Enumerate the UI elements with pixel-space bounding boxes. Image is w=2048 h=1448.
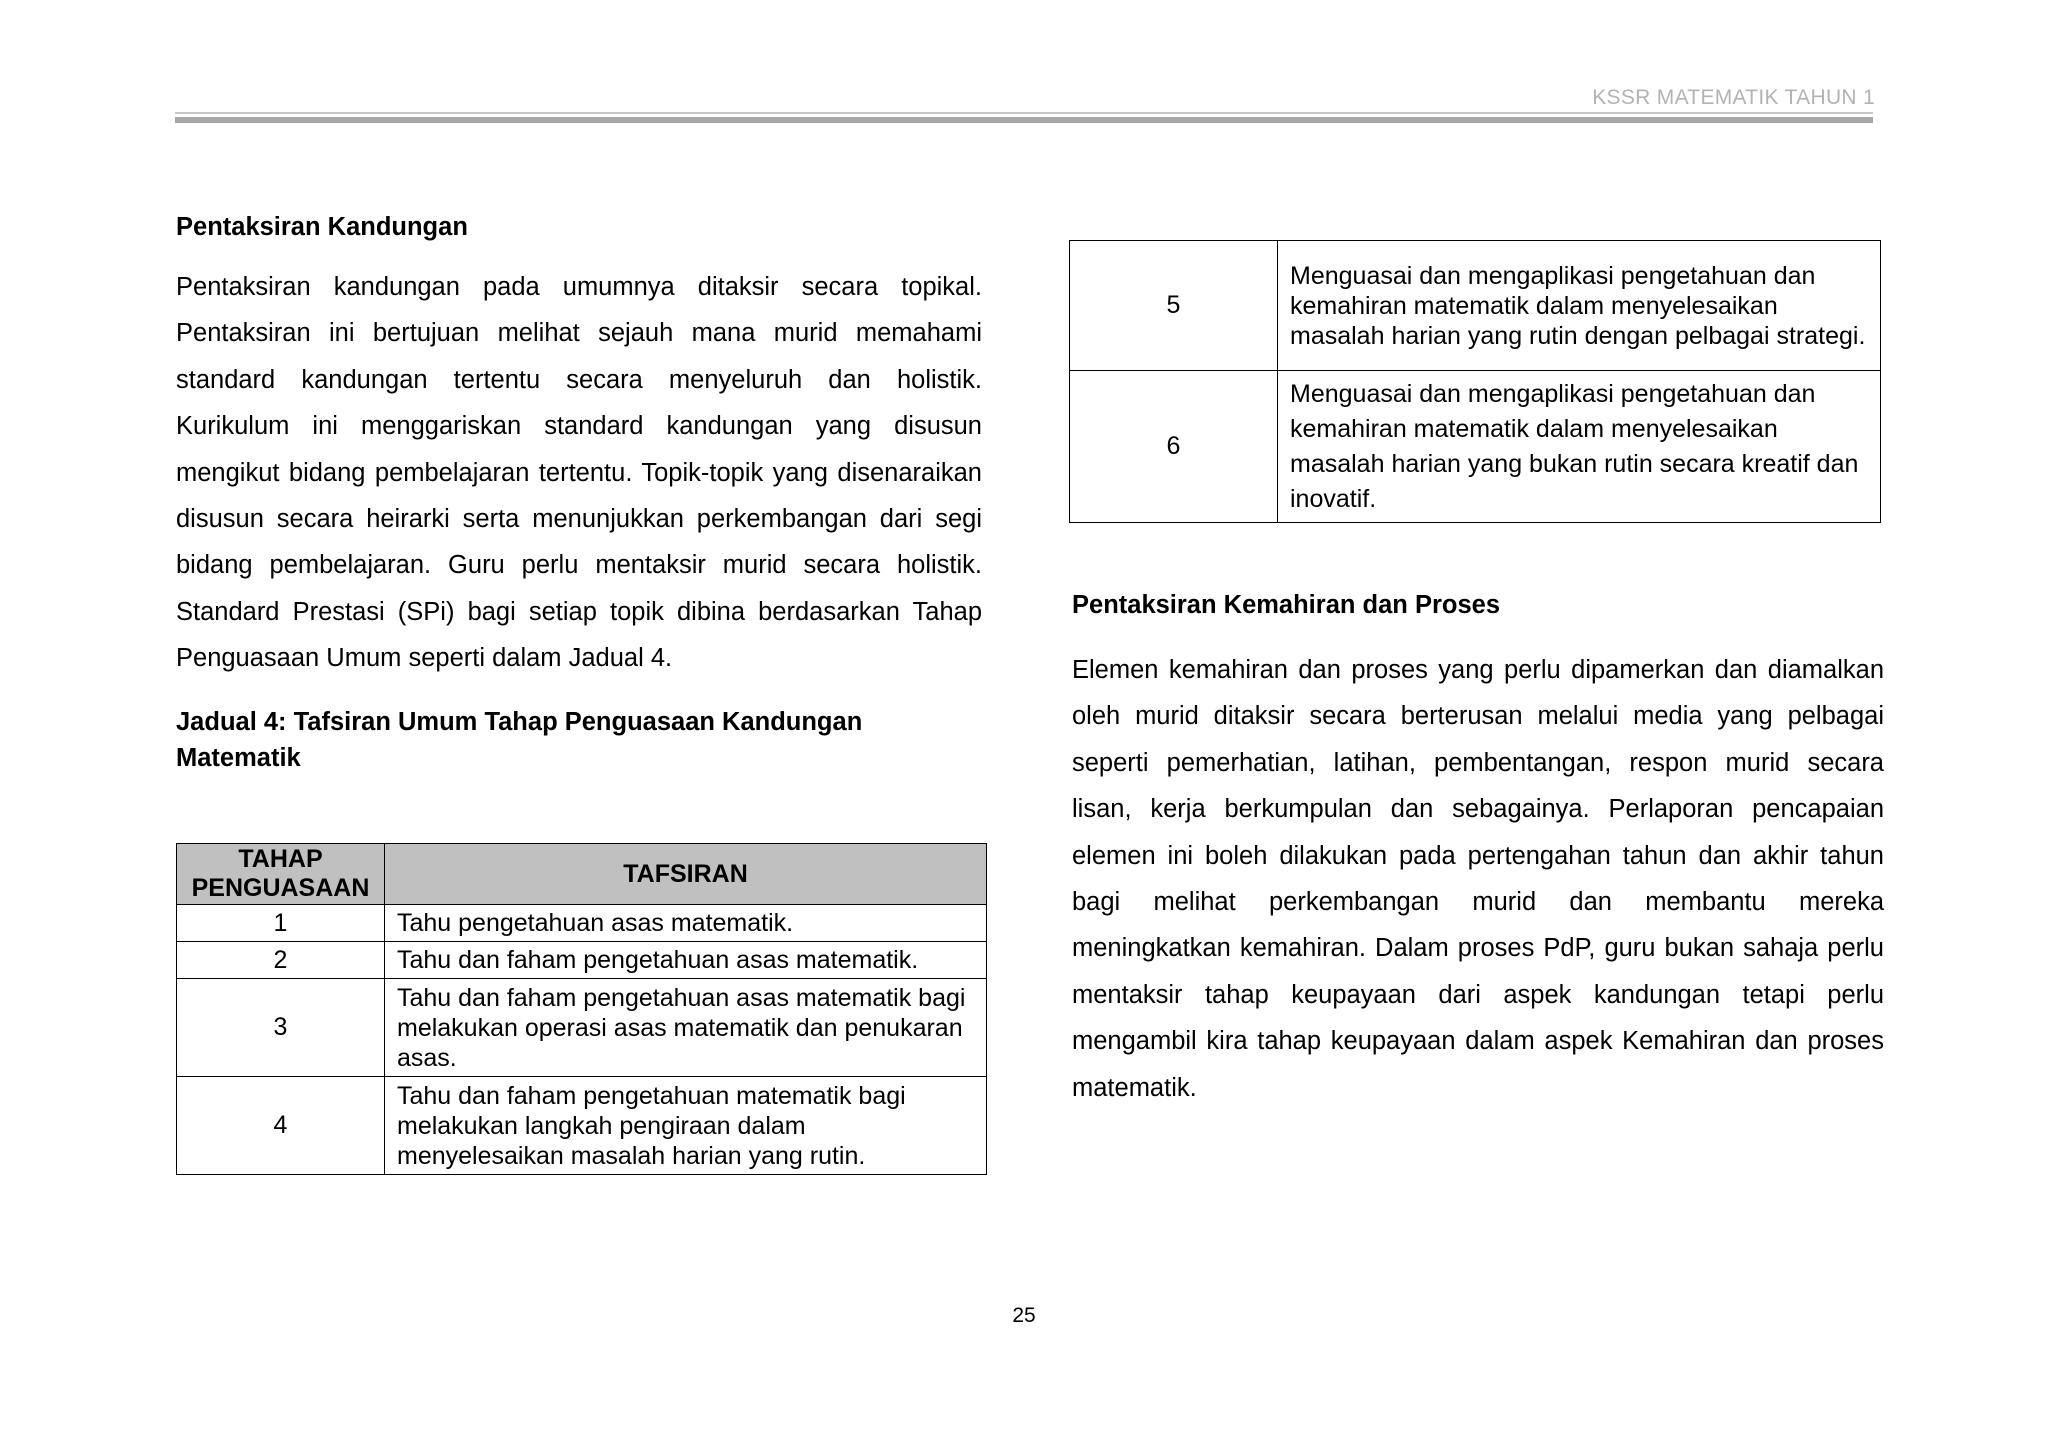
row-interpretation: Menguasai dan mengaplikasi pengetahuan dan kemahiran matematik dalam menyelesaikan masalah harian yang rutin dengan pelbagai strategi. bbox=[1278, 241, 1881, 371]
header-interpretation: TAFSIRAN bbox=[385, 844, 987, 905]
section-title-content-assessment: Pentaksiran Kandungan bbox=[176, 213, 468, 241]
row-level: 5 bbox=[1070, 241, 1278, 371]
row-interpretation: Tahu dan faham pengetahuan asas matematik. bbox=[385, 942, 987, 979]
row-level: 3 bbox=[177, 979, 385, 1077]
header-rule-thin bbox=[175, 112, 1873, 114]
table-row bbox=[177, 979, 987, 1077]
row-interpretation: Menguasai dan mengaplikasi pengetahuan dan kemahiran matematik dalam menyelesaikan masalah harian yang bukan rutin secara kreatif dan inovatif. bbox=[1278, 371, 1881, 523]
table-row bbox=[177, 905, 987, 942]
row-level: 4 bbox=[177, 1077, 385, 1175]
table-caption: Jadual 4: Tafsiran Umum Tahap Penguasaan Kandungan Matematik bbox=[176, 707, 863, 772]
row-interpretation: Tahu pengetahuan asas matematik. bbox=[385, 905, 987, 942]
skills-process-paragraph: Elemen kemahiran dan proses yang perlu dipamerkan dan diamalkan oleh murid ditaksir secara berterusan melalui media yang pelbagai seperti pemerhatian, latihan, pembentangan, respon murid secara lisan, kerja berkumpulan dan sebagainya. Perlaporan pencapaian elemen ini boleh dilakukan pada pertengahan tahun dan akhir tahun bagi melihat perkembangan murid dan membantu mereka meningkatkan kemahiran. Dalam proses PdP, guru bukan sahaja perlu mentaksir tahap keupayaan dari aspek kandungan tetapi perlu mengambil kira tahap keupayaan dalam aspek Kemahiran dan proses matematik. bbox=[1072, 656, 1884, 1102]
running-header: KSSR MATEMATIK TAHUN 1 bbox=[1592, 86, 1875, 109]
row-level: 1 bbox=[177, 905, 385, 942]
row-level: 2 bbox=[177, 942, 385, 979]
header-mastery-level: TAHAP PENGUASAAN bbox=[177, 844, 385, 905]
table-row bbox=[177, 942, 987, 979]
row-level: 6 bbox=[1070, 371, 1278, 523]
section-title-skills-process: Pentaksiran Kemahiran dan Proses bbox=[1072, 591, 1501, 619]
row-interpretation: Tahu dan faham pengetahuan matematik bagi melakukan langkah pengiraan dalam menyelesaikan masalah harian yang rutin. bbox=[385, 1077, 987, 1175]
left-column bbox=[176, 211, 982, 776]
right-column bbox=[1072, 589, 1884, 1111]
header-rule-thick bbox=[175, 117, 1873, 123]
content-assessment-paragraph: Pentaksiran kandungan pada umumnya ditaksir secara topikal. Pentaksiran ini bertujuan melihat sejauh mana murid memahami standard kandungan tertentu secara menyeluruh dan holistik. Kurikulum ini menggariskan standard kandungan yang disusun mengikut bidang pembelajaran tertentu. Topik-topik yang disenaraikan disusun secara heirarki serta menunjukkan perkembangan dari segi bidang pembelajaran. Guru perlu mentaksir murid secara holistik. Standard Prestasi (SPi) bagi setiap topik dibina berdasarkan Tahap Penguasaan Umum seperti dalam Jadual 4. bbox=[176, 273, 982, 673]
row-interpretation: Tahu dan faham pengetahuan asas matematik bagi melakukan operasi asas matematik dan penukaran asas. bbox=[385, 979, 987, 1077]
table-row bbox=[177, 1077, 987, 1175]
page-number: 25 bbox=[1012, 1304, 1036, 1327]
mastery-level-table-part2 bbox=[1069, 240, 1881, 523]
mastery-level-table-part1 bbox=[176, 843, 987, 1175]
table-header-row bbox=[177, 844, 987, 905]
table-row bbox=[1070, 241, 1881, 371]
table-row bbox=[1070, 371, 1881, 523]
